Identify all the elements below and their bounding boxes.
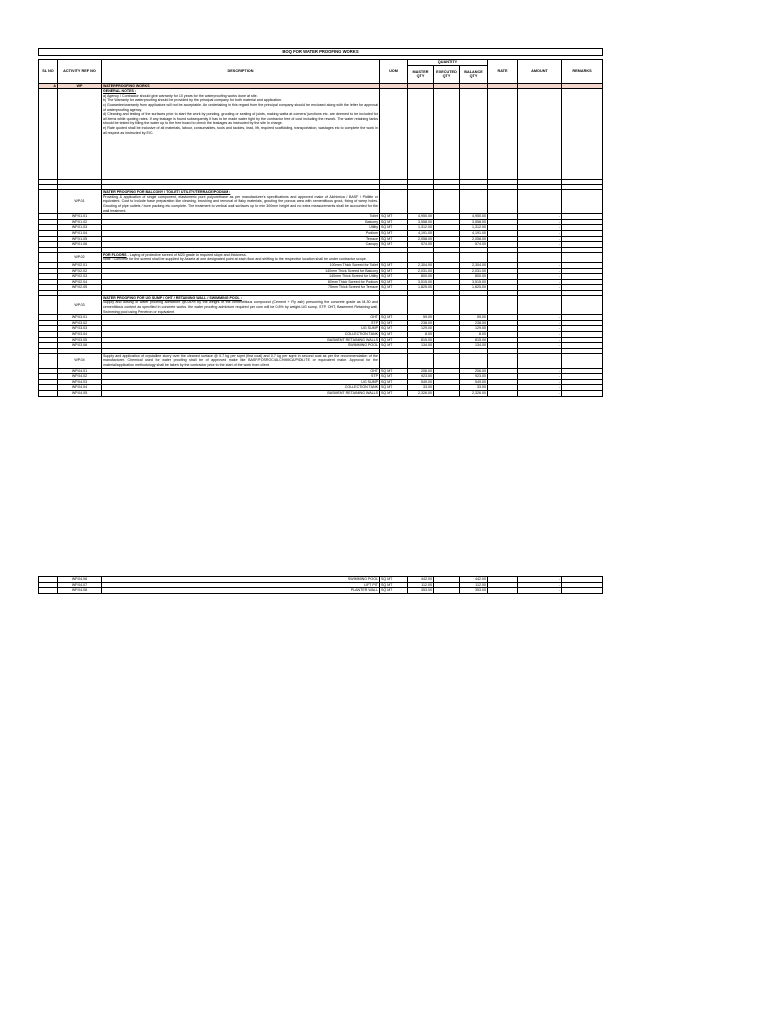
item-uom: SQ MT <box>380 274 408 280</box>
item-amount: - <box>518 368 562 374</box>
item-ref: WP.01.03 <box>58 225 102 231</box>
item-description: 140mm Thick Screed for Utility <box>102 274 380 280</box>
item-balance-qty: 2,326.00 <box>460 390 488 396</box>
item-master-qty: 3,558.00 <box>408 219 434 225</box>
item-amount: - <box>518 582 562 588</box>
item-uom: SQ MT <box>380 219 408 225</box>
item-uom: SQ MT <box>380 577 408 583</box>
item-amount: - <box>518 326 562 332</box>
item-description: STP <box>102 320 380 326</box>
group-text: Providing & application of single component, elastomeric pure polyurethane as per manufacturer's specifications and approved make of Alchimica / BASF / Pidilite or equivalent. Cost to include base preparation like cleaning, brushing and removal of flaky materials, grouting the porous area with cementitious grout, fixing of weep holes. Grouting of pipe outlets / bore packing etc complete. The treatment to vertical wall surfaces up to min 300mm height and no extra measurements shall be accounted for the wall treatment. <box>103 194 378 213</box>
boq-table <box>38 48 603 397</box>
item-description: PLANTER WALL <box>102 588 380 594</box>
item-balance-qty: 238.00 <box>460 320 488 326</box>
item-uom: SQ MT <box>380 390 408 396</box>
item-description: COLLECTION TANK <box>102 385 380 391</box>
item-ref: WP.02.02 <box>58 268 102 274</box>
item-master-qty: 8.00 <box>408 332 434 338</box>
item-uom: SQ MT <box>380 588 408 594</box>
header-rate: RATE <box>488 60 518 84</box>
item-ref: WP.04.01 <box>58 368 102 374</box>
item-description: Canopy <box>102 242 380 248</box>
item-uom: SQ MT <box>380 315 408 321</box>
group-row <box>39 353 603 368</box>
header-sl-no: SL NO <box>39 60 58 84</box>
table-row <box>39 588 603 594</box>
item-balance-qty: 1,825.00 <box>460 285 488 291</box>
item-amount: - <box>518 214 562 220</box>
item-amount: - <box>518 390 562 396</box>
item-master-qty: 129.00 <box>408 326 434 332</box>
item-description: BASMENT RETAINING WALLS <box>102 337 380 343</box>
item-master-qty: 2,031.00 <box>408 268 434 274</box>
item-description: BASMENT RETAINING WALLS <box>102 390 380 396</box>
item-amount: - <box>518 225 562 231</box>
item-uom: SQ MT <box>380 262 408 268</box>
item-amount: - <box>518 274 562 280</box>
item-master-qty: 923.00 <box>408 374 434 380</box>
item-balance-qty: 134.00 <box>460 343 488 349</box>
item-master-qty: 1,312.00 <box>408 225 434 231</box>
group-ref: WP.04 <box>58 353 102 368</box>
item-description: 100mm Thick Screed for Toilet <box>102 262 380 268</box>
item-uom: SQ MT <box>380 320 408 326</box>
item-balance-qty: 4,950.00 <box>460 214 488 220</box>
item-uom: SQ MT <box>380 214 408 220</box>
item-balance-qty: 112.00 <box>460 582 488 588</box>
header-quantity: QUANTITY <box>408 60 488 66</box>
item-balance-qty: 59.00 <box>460 315 488 321</box>
item-amount: - <box>518 374 562 380</box>
item-balance-qty: 2,031.00 <box>460 268 488 274</box>
item-master-qty: 4,191.00 <box>408 230 434 236</box>
group-heading: WATER PROOFING FOR BALCONY / TOILET/ UTILITY/TERRACE/PODIUM : <box>103 190 231 195</box>
item-ref: WP.02.04 <box>58 279 102 285</box>
item-balance-qty: 3,558.00 <box>460 219 488 225</box>
item-master-qty: 134.00 <box>408 343 434 349</box>
item-amount: - <box>518 332 562 338</box>
item-description: Utility <box>102 225 380 231</box>
header-activity-ref: ACTIVITY REF NO <box>58 60 102 84</box>
item-master-qty: 238.00 <box>408 320 434 326</box>
item-balance-qty: 129.00 <box>460 326 488 332</box>
item-balance-qty: 8.00 <box>460 332 488 338</box>
item-description: UG SUMP <box>102 326 380 332</box>
header-balance-qty: BALANCE QTY <box>460 65 488 83</box>
item-description: Podium <box>102 230 380 236</box>
item-balance-qty: 33.00 <box>460 385 488 391</box>
item-balance-qty: 574.00 <box>460 242 488 248</box>
item-amount: - <box>518 219 562 225</box>
item-ref: WP.01.02 <box>58 219 102 225</box>
item-ref: WP.04.02 <box>58 374 102 380</box>
group-ref: WP.03 <box>58 295 102 314</box>
item-uom: SQ MT <box>380 343 408 349</box>
item-ref: WP.04.05 <box>58 390 102 396</box>
item-ref: WP.03.01 <box>58 315 102 321</box>
item-ref: WP.03.03 <box>58 326 102 332</box>
item-balance-qty: 800.00 <box>460 274 488 280</box>
item-amount: - <box>518 379 562 385</box>
item-balance-qty: 2,058.00 <box>460 236 488 242</box>
item-master-qty: 2,326.00 <box>408 390 434 396</box>
item-ref: WP.03.02 <box>58 320 102 326</box>
item-balance-qty: 2,304.00 <box>460 262 488 268</box>
item-amount: - <box>518 242 562 248</box>
item-uom: SQ MT <box>380 385 408 391</box>
item-balance-qty: 923.00 <box>460 374 488 380</box>
item-ref: WP.01.01 <box>58 214 102 220</box>
item-ref: WP.01.05 <box>58 236 102 242</box>
item-amount: - <box>518 315 562 321</box>
item-master-qty: 549.00 <box>408 379 434 385</box>
item-description: SWIMMING POOL <box>102 577 380 583</box>
item-uom: SQ MT <box>380 268 408 274</box>
item-amount: - <box>518 588 562 594</box>
item-master-qty: 33.00 <box>408 385 434 391</box>
item-description: OHT <box>102 368 380 374</box>
item-master-qty: 59.00 <box>408 315 434 321</box>
item-uom: SQ MT <box>380 326 408 332</box>
item-balance-qty: 3,515.00 <box>460 279 488 285</box>
item-balance-qty: 1,312.00 <box>460 225 488 231</box>
item-amount: - <box>518 285 562 291</box>
group-text: - Laying of protective screed of M20 grade to required slope and thickness. Note : Concrete for the screed shall be supplied by Assetz at one designated point at each floor and shifting to the respective location shall be under contractor scope. <box>103 252 367 262</box>
item-uom: SQ MT <box>380 332 408 338</box>
item-ref: WP.04.06 <box>58 577 102 583</box>
table-row <box>39 390 603 396</box>
item-master-qty: 2,304.00 <box>408 262 434 268</box>
item-balance-qty: 549.00 <box>460 379 488 385</box>
section-sl: A <box>39 83 58 89</box>
item-amount: - <box>518 577 562 583</box>
item-uom: SQ MT <box>380 368 408 374</box>
group-heading: FOR FLOORS <box>103 252 127 257</box>
item-ref: WP.03.05 <box>58 337 102 343</box>
item-ref: WP.03.06 <box>58 343 102 349</box>
item-description: Toilet <box>102 214 380 220</box>
header-description: DESCRIPTION <box>102 60 380 84</box>
item-master-qty: 206.00 <box>408 368 434 374</box>
item-master-qty: 4,950.00 <box>408 214 434 220</box>
item-ref: WP.01.06 <box>58 242 102 248</box>
item-amount: - <box>518 268 562 274</box>
general-notes-heading: GENERAL NOTES : <box>103 89 137 94</box>
item-amount: - <box>518 343 562 349</box>
item-description: Balcony <box>102 219 380 225</box>
item-description: OHT <box>102 315 380 321</box>
item-amount: - <box>518 337 562 343</box>
group-heading: WATER PROOFING FOR UG SUMP / OHT / RETAINING WALL / SWIMMING POOL : <box>103 295 242 300</box>
group-row <box>39 295 603 314</box>
item-ref: WP.03.04 <box>58 332 102 338</box>
general-notes-text: a) Agency / Contractor should give warranty for 10 years for the waterproofing works done at site. b) The Warranty for waterproofing should be provided by the principal company for both material and application. c) Guarantee/warranty from applicators will not be acceptable. An undertaking in this regard from the principal company should be enclosed along with the letter for approval of waterproofing agency. d) Cleaning and testing of the surfaces prior to start the work by ponding, grouting or sealing of joints, making watta at corners/ junctions etc. are deemed to be included for all items while quoting rates. If any leakage is found subsequently it has to be made water tight by the contractor free of cost including the rework. The water retaining tanks should be tested by filling the water up to the free board to check the leakages as instructed by the site in charge. e) Rate quoted shall be inclusive of all materials, labour, consumables, tools and tackles, lead, lift, required scaffolding, transportation, wastages etc to complete the work in all respect as instructed by EIC. <box>103 93 378 135</box>
item-balance-qty: 4,191.00 <box>460 230 488 236</box>
item-uom: SQ MT <box>380 285 408 291</box>
group-ref: WP.01 <box>58 190 102 214</box>
group-text: Supply and dosing of water proofing admixture @0.80% by the weight of the cementitious compound (Cement + Fly ash) presuming the concrete grade as M-30 and cementitious content as specified in concrete works. the water proofing admixture required per cum will be 0.8% by weight-UG sump, STP, OHT, Basement Retaining wall, Swimming pool using Penetron or equivalent <box>103 300 378 314</box>
item-description: COLLECTION TANK <box>102 332 380 338</box>
item-master-qty: 1,825.00 <box>408 285 434 291</box>
item-uom: SQ MT <box>380 242 408 248</box>
item-uom: SQ MT <box>380 225 408 231</box>
item-amount: - <box>518 320 562 326</box>
item-master-qty: 800.00 <box>408 274 434 280</box>
boq-table-continued <box>38 576 603 594</box>
item-uom: SQ MT <box>380 582 408 588</box>
header-executed-qty: EXECUTED QTY <box>434 65 460 83</box>
section-title: WATERPROOFING WORKS <box>102 83 380 89</box>
item-amount: - <box>518 236 562 242</box>
item-master-qty: 3,515.00 <box>408 279 434 285</box>
boq-sheet <box>38 48 602 397</box>
item-master-qty: 442.00 <box>408 577 434 583</box>
group-text: Supply and application of crystalline slurry over the cleaned surface @ 0.7 kg per sqmt (first coat) and 0.7 kg per sqmt in second coat as per the recommendation of the manufacturer. Chemical used for water proofing shall be of approved make like BASF/FOSROC/ALCHIMICA/PIDILITE or equivalent make. Approval for the material/application methodology shall be taken by the contractor prior to the start of the work from client. <box>103 353 378 367</box>
item-description: 140mm Thick Screed for Balcony <box>102 268 380 274</box>
item-ref: WP.01.04 <box>58 230 102 236</box>
item-ref: WP.04.08 <box>58 588 102 594</box>
item-ref: WP.04.04 <box>58 385 102 391</box>
item-balance-qty: 353.00 <box>460 588 488 594</box>
item-ref: WP.02.05 <box>58 285 102 291</box>
item-description: SWIMMING POOL <box>102 343 380 349</box>
boq-sheet-continued <box>38 576 602 594</box>
item-uom: SQ MT <box>380 236 408 242</box>
item-ref: WP.04.03 <box>58 379 102 385</box>
item-master-qty: 112.00 <box>408 582 434 588</box>
item-balance-qty: 206.00 <box>460 368 488 374</box>
item-master-qty: 815.00 <box>408 337 434 343</box>
boq-title: BOQ FOR WATER PROOFING WORKS <box>39 49 603 56</box>
item-balance-qty: 442.00 <box>460 577 488 583</box>
item-uom: SQ MT <box>380 279 408 285</box>
item-description: Terrace <box>102 236 380 242</box>
item-uom: SQ MT <box>380 230 408 236</box>
item-amount: - <box>518 230 562 236</box>
item-amount: - <box>518 279 562 285</box>
item-description: LIFT PIT <box>102 582 380 588</box>
group-row <box>39 190 603 214</box>
item-description: STP <box>102 374 380 380</box>
item-uom: SQ MT <box>380 374 408 380</box>
section-ref: WP <box>58 83 102 89</box>
item-description: 80mm Thick Screed for Podium <box>102 279 380 285</box>
header-remarks: REMARKS <box>562 60 603 84</box>
header-amount: AMOUNT <box>518 60 562 84</box>
item-uom: SQ MT <box>380 337 408 343</box>
item-master-qty: 2,058.00 <box>408 236 434 242</box>
item-balance-qty: 815.00 <box>460 337 488 343</box>
item-description: 75mm Thick Screed for Terrace <box>102 285 380 291</box>
group-row <box>39 252 603 262</box>
group-ref: WP.02 <box>58 252 102 262</box>
item-amount: - <box>518 262 562 268</box>
item-ref: WP.04.07 <box>58 582 102 588</box>
header-uom: UOM <box>380 60 408 84</box>
item-master-qty: 574.00 <box>408 242 434 248</box>
item-description: UG SUMP <box>102 379 380 385</box>
item-uom: SQ MT <box>380 379 408 385</box>
item-ref: WP.02.03 <box>58 274 102 280</box>
header-master-qty: MASTER QTY <box>408 65 434 83</box>
item-ref: WP.02.01 <box>58 262 102 268</box>
item-amount: - <box>518 385 562 391</box>
item-master-qty: 353.00 <box>408 588 434 594</box>
